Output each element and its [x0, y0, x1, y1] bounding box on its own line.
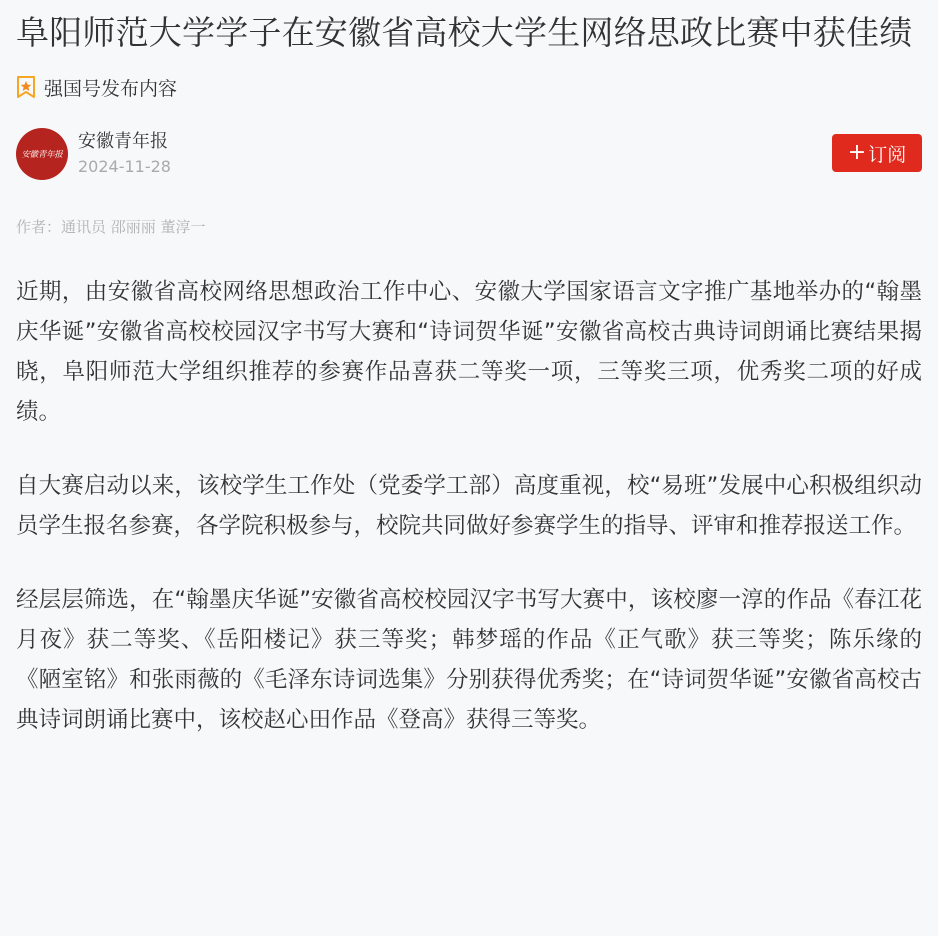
publisher-avatar[interactable] — [16, 128, 68, 180]
source-tag-label: 强国号发布内容 — [44, 77, 178, 100]
subscribe-button[interactable] — [832, 134, 922, 172]
publisher-card — [16, 126, 922, 182]
publisher-info — [78, 130, 171, 178]
article-title: 阜阳师范大学学子在安徽省高校大学生网络思政比赛中获佳绩 — [16, 13, 913, 52]
article-paragraph-1: 近期，由安徽省高校网络思想政治工作中心、安徽大学国家语言文字推广基地举办的“翰墨庆华诞”安徽省高校校园汉字书写大赛和“诗词贺华诞”安徽省高校古典诗词朗诵比赛结果揭晓，阜阳师范大学组织推荐的参赛作品喜获二等奖一项，三等奖三项，优秀奖二项的好成绩。 — [16, 279, 922, 425]
publisher-name[interactable]: 安徽青年报 — [78, 131, 168, 152]
star-bookmark-icon — [16, 76, 36, 98]
publish-date: 2024-11-28 — [78, 157, 171, 176]
author-line: 作者：通讯员 邵丽丽 董淳一 — [16, 218, 206, 236]
article-paragraph-2: 自大赛启动以来，该校学生工作处（党委学工部）高度重视，校“易班”发展中心积极组织动员学生报名参赛，各学院积极参与，校院共同做好参赛学生的指导、评审和推荐报送工作。 — [16, 473, 922, 539]
source-tag — [16, 72, 922, 102]
article-paragraph-3: 经层层筛选，在“翰墨庆华诞”安徽省高校校园汉字书写大赛中，该校廖一淳的作品《春江花月夜》获二等奖、《岳阳楼记》获三等奖；韩梦瑶的作品《正气歌》获三等奖；陈乐缘的《陋室铭》和张雨薇的《毛泽东诗词选集》分别获得优秀奖；在“诗词贺华诞”安徽省高校古典诗词朗诵比赛中，该校赵心田作品《登高》获得三等奖。 — [16, 587, 922, 733]
plus-icon: + — [847, 140, 867, 165]
avatar-logo-text: 安徽青年报 — [21, 150, 63, 160]
subscribe-label: 订阅 — [868, 143, 907, 166]
